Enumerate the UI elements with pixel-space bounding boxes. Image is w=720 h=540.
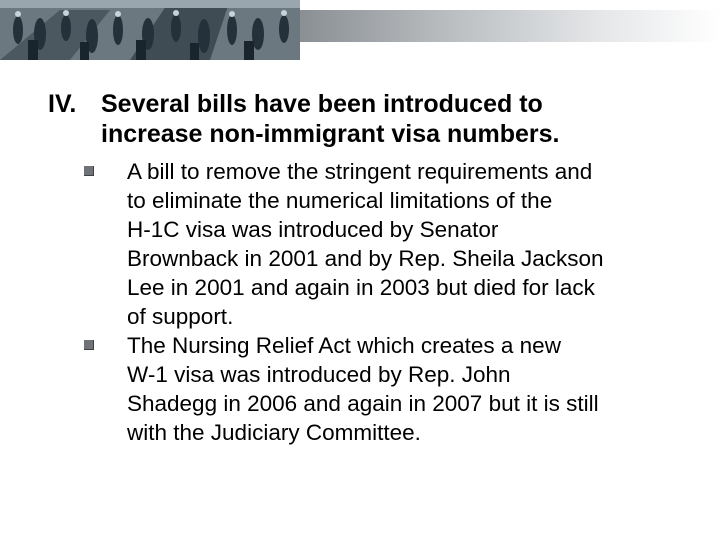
bullet-line: W-1 visa was introduced by Rep. John [127, 362, 511, 387]
square-bullet-icon [84, 340, 94, 350]
bullet-list [80, 157, 690, 447]
bullet-item [80, 157, 690, 331]
header-gradient-bar [300, 10, 720, 42]
bullet-line: H-1C visa was introduced by Senator [127, 217, 499, 242]
bullet-line: The Nursing Relief Act which creates a new [127, 333, 561, 358]
bullet-item [80, 331, 690, 447]
bullet-line: Shadegg in 2006 and again in 2007 but it is still [127, 391, 599, 416]
heading-text [101, 89, 691, 149]
bullet-line: Lee in 2001 and again in 2003 but died for lack [127, 275, 595, 300]
heading-line: increase non-immigrant visa numbers. [101, 120, 560, 148]
square-bullet-icon [84, 166, 94, 176]
bullet-line: A bill to remove the stringent requirements and [127, 159, 593, 184]
bullet-line: to eliminate the numerical limitations of the [127, 188, 553, 213]
heading-line: Several bills have been introduced to [101, 90, 543, 118]
bullet-line: Brownback in 2001 and by Rep. Sheila Jackson [127, 246, 604, 271]
header-crowd-photo [0, 0, 300, 60]
heading-number: IV. [48, 90, 77, 118]
bullet-line: of support. [127, 304, 234, 329]
bullet-line: with the Judiciary Committee. [127, 420, 421, 445]
